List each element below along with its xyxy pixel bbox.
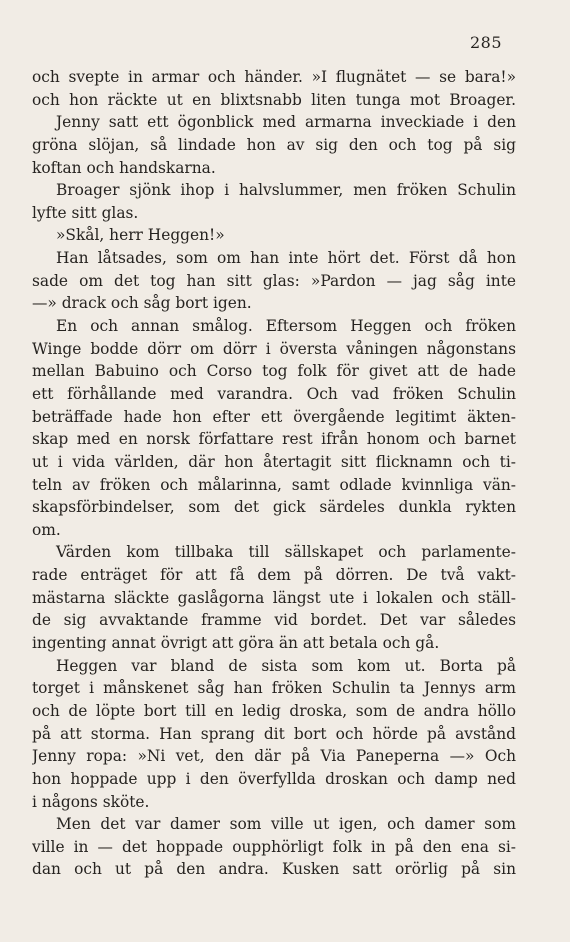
text-line: och hon räckte ut en blixtsnabb liten tunga mot Broager. (32, 90, 516, 109)
text-line: de sig avvaktande framme vid bordet. Det var således (32, 611, 516, 630)
text-line: Jenny ropa: »Ni vet, den där på Via Paneperna —» Och (32, 747, 516, 766)
text-line: Jenny satt ett ögonblick med armarna inveckiade i den (56, 113, 516, 132)
text-line: Broager sjönk ihop i halvslummer, men fröken Schulin (56, 181, 516, 200)
text-line: ville in — det hoppade oupphörligt folk in på den ena si- (32, 837, 516, 856)
text-line: koftan och handskarna. (32, 158, 216, 177)
text-line: skap med en norsk författare rest ifrån honom och barnet (32, 430, 516, 449)
text-line: Värden kom tillbaka till sällskapet och parlamente- (56, 543, 516, 562)
text-line: —» drack och såg bort igen. (32, 294, 252, 313)
body-text (32, 66, 516, 881)
text-line: och de löpte bort till en ledig droska, som de andra höllo (32, 701, 516, 720)
text-line: ut i vida världen, där hon återtagit sitt flicknamn och ti- (32, 452, 516, 471)
text-line: ett förhållande med varandra. Och vad fröken Schulin (32, 384, 516, 403)
text-line: gröna slöjan, så lindade hon av sig den och tog på sig (32, 135, 516, 154)
text-line: hon hoppade upp i den överfyllda droskan och damp ned (32, 769, 516, 788)
text-line: rade enträget för att få dem på dörren. De två vakt- (32, 566, 516, 585)
text-line: lyfte sitt glas. (32, 203, 139, 222)
text-line: Winge bodde dörr om dörr i översta våningen någonstans (32, 339, 516, 358)
text-line: om. (32, 520, 61, 539)
text-line: mästarna släckte gaslågorna längst ute i lokalen och ställ- (32, 588, 516, 607)
text-line: Heggen var bland de sista som kom ut. Borta på (56, 656, 516, 675)
text-line: dan och ut på den andra. Kusken satt orörlig på sin (32, 860, 516, 879)
text-line: och svepte in armar och händer. »I flugnätet — se bara!» (32, 68, 516, 86)
page-number: 285 (469, 33, 502, 52)
text-line: i någons sköte. (32, 792, 150, 811)
text-line: beträffade hade hon efter ett övergående legitimt äkten- (32, 407, 516, 426)
text-line: ingenting annat övrigt att göra än att betala och gå. (32, 634, 440, 653)
text-line: Han låtsades, som om han inte hört det. Först då hon (56, 249, 516, 268)
text-line: »Skål, herr Heggen!» (56, 226, 225, 245)
text-line: mellan Babuino och Corso tog folk för givet att de hade (32, 362, 516, 381)
text-line: torget i månskenet såg han fröken Schulin ta Jennys arm (32, 679, 516, 698)
text-line: på att storma. Han sprang dit bort och hörde på avstånd (32, 724, 516, 743)
text-line: Men det var damer som ville ut igen, och damer som (56, 815, 516, 834)
text-line: skapsförbindelser, som det gick särdeles dunkla rykten (32, 498, 516, 517)
text-line: En och annan smålog. Eftersom Heggen och fröken (56, 317, 516, 336)
text-line: sade om det tog han sitt glas: »Pardon — jag såg inte (32, 271, 516, 290)
text-line: teln av fröken och målarinna, samt odlade kvinnliga vän- (32, 475, 516, 494)
